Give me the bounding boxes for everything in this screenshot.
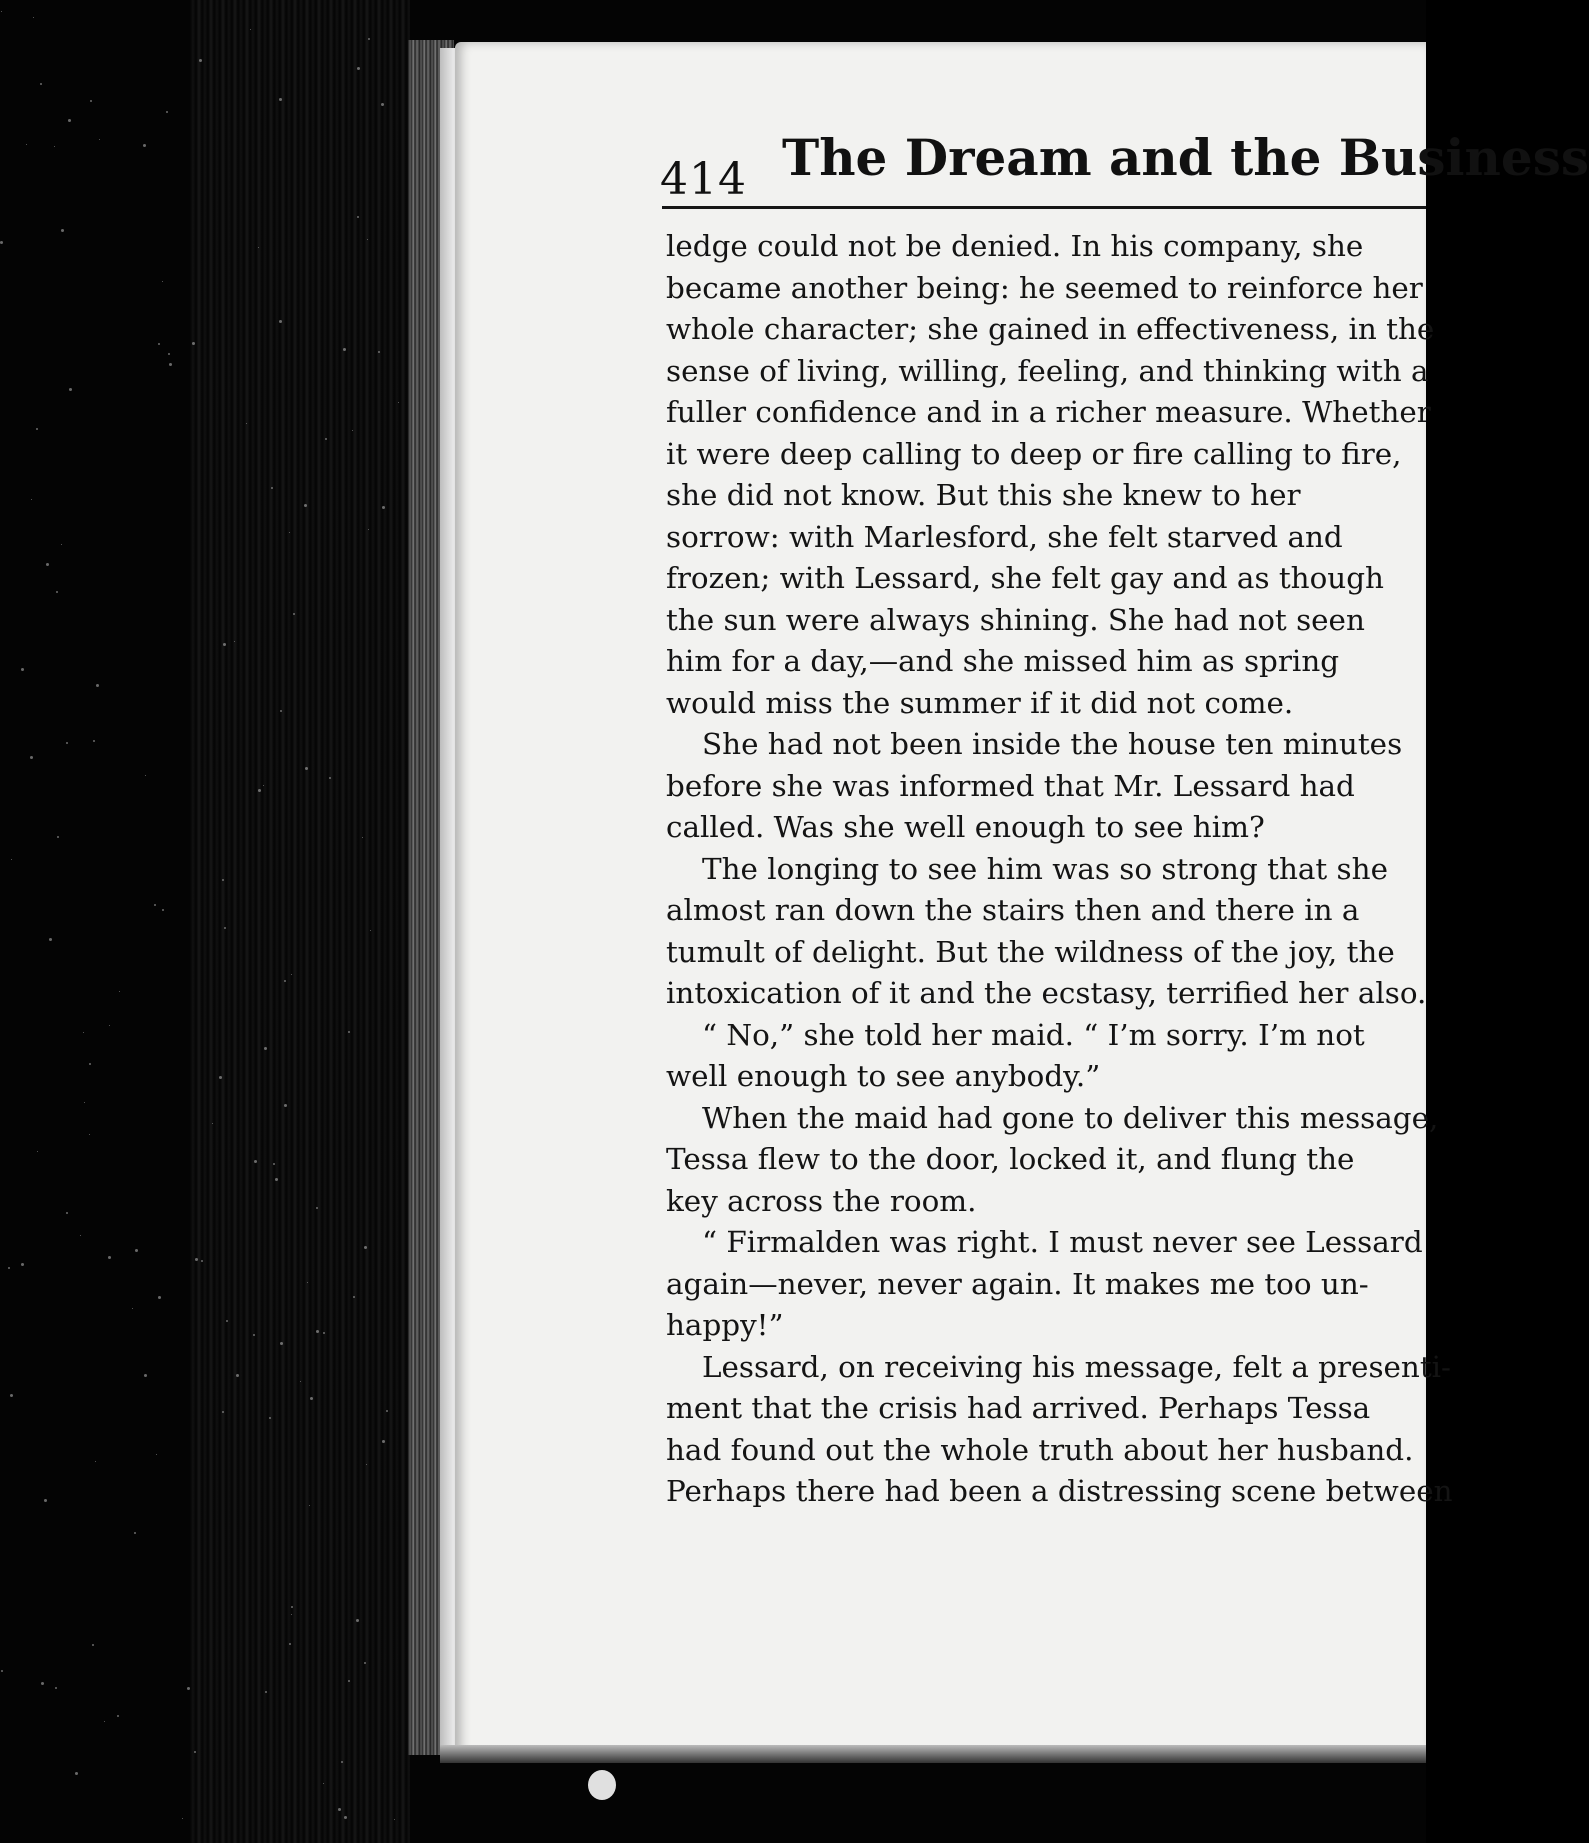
speck — [269, 1417, 271, 1419]
speck — [338, 1808, 341, 1811]
speck — [329, 777, 331, 779]
speck — [310, 1397, 313, 1400]
speck — [382, 506, 385, 509]
speck — [33, 17, 34, 18]
speck — [307, 1282, 308, 1283]
text-line: sorrow: with Marlesford, she felt starved and — [666, 519, 1343, 554]
speck — [382, 1440, 385, 1443]
speck — [31, 499, 32, 500]
speck — [108, 1256, 111, 1259]
speck — [1, 1670, 3, 1672]
text-line: became another being: he seemed to reinforce her — [666, 270, 1423, 305]
speck — [21, 668, 24, 671]
speck — [316, 1330, 319, 1333]
speck — [367, 239, 368, 240]
speck — [212, 1123, 213, 1124]
page-bottom-edge — [440, 1745, 1426, 1763]
text-line: “ Firmalden was right. I must never see Lessard — [702, 1225, 1423, 1259]
speck — [357, 67, 360, 70]
text-line: sense of living, willing, feeling, and thinking with a — [666, 353, 1429, 388]
speck — [75, 1772, 78, 1775]
speck — [325, 438, 327, 440]
text-line: intoxication of it and the ecstasy, terrified her also. — [666, 976, 1427, 1010]
speck — [362, 837, 363, 838]
speck — [109, 1025, 110, 1026]
speck — [364, 1246, 367, 1249]
speck — [93, 740, 95, 742]
speck — [279, 320, 282, 323]
speck — [145, 775, 146, 776]
speck — [134, 1532, 136, 1534]
speck — [68, 119, 71, 122]
speck — [279, 98, 282, 101]
text-line: She had not been inside the house ten minutes — [702, 727, 1403, 761]
speck — [223, 643, 226, 646]
speck — [154, 904, 156, 906]
speck — [92, 1644, 94, 1646]
speck — [284, 1104, 287, 1107]
text-line: When the maid had gone to deliver this message, — [702, 1100, 1439, 1135]
speck — [370, 930, 371, 931]
speck — [95, 1461, 96, 1462]
speck — [291, 1606, 293, 1608]
text-line: again—never, never again. It makes me too un- — [666, 1266, 1369, 1301]
speck — [280, 710, 282, 712]
speck — [99, 139, 100, 140]
speck — [192, 342, 195, 345]
speck — [352, 430, 353, 431]
text-line: she did not know. But this she knew to her — [666, 478, 1301, 512]
speck — [254, 1160, 257, 1163]
speck — [10, 1394, 13, 1397]
speck — [316, 1207, 318, 1209]
text-line: key across the room. — [666, 1183, 977, 1218]
speck — [300, 1381, 301, 1382]
speck — [21, 1263, 24, 1266]
speck — [44, 1499, 47, 1502]
text-line: him for a day,—and she missed him as spring — [666, 644, 1340, 678]
speck — [26, 144, 27, 145]
speck — [378, 351, 380, 353]
speck — [368, 38, 370, 40]
speck — [222, 879, 224, 881]
speck — [258, 789, 261, 792]
speck — [348, 1680, 350, 1682]
speck — [89, 1134, 90, 1135]
text-line: The longing to see him was so strong that she — [702, 851, 1388, 886]
speck — [291, 1614, 292, 1615]
speck — [57, 836, 59, 838]
speck — [201, 1260, 203, 1262]
text-line: fuller confidence and in a richer measure. Whether — [666, 395, 1431, 429]
speck — [135, 1249, 138, 1252]
speck — [394, 1819, 395, 1820]
speck — [271, 487, 273, 489]
speck — [49, 938, 52, 941]
speck — [90, 100, 92, 102]
speck — [250, 29, 251, 30]
text-line: well enough to see anybody.” — [666, 1059, 1101, 1093]
speck — [11, 859, 12, 860]
speck — [343, 348, 346, 351]
speck — [291, 974, 292, 975]
speck — [304, 504, 307, 507]
speck — [236, 1374, 239, 1377]
speck — [83, 1032, 84, 1033]
text-line: frozen; with Lessard, she felt gay and as though — [666, 561, 1384, 595]
speck — [30, 756, 33, 759]
speck — [119, 991, 120, 992]
speck — [199, 59, 202, 62]
speck — [386, 1410, 388, 1412]
speck — [265, 1691, 267, 1693]
scan-blemish — [588, 1770, 616, 1800]
speck — [40, 83, 42, 85]
text-line: Lessard, on receiving his message, felt a presenti- — [702, 1349, 1451, 1384]
speck — [275, 1178, 278, 1181]
text-line: Tessa flew to the door, locked it, and flung the — [666, 1142, 1355, 1176]
text-line: it were deep calling to deep or fire calling to fire, — [666, 436, 1402, 471]
speck — [258, 247, 259, 248]
speck — [169, 363, 172, 366]
speck — [61, 544, 62, 545]
speck — [117, 1715, 119, 1717]
speck — [195, 1258, 198, 1261]
speck — [263, 785, 264, 786]
speck — [341, 1761, 343, 1763]
speck — [289, 1643, 291, 1645]
speck — [323, 1783, 324, 1784]
speck — [305, 767, 308, 770]
speck — [280, 1342, 283, 1345]
speck — [84, 1102, 85, 1103]
speck — [357, 216, 359, 218]
text-line: almost ran down the stairs then and there in a — [666, 893, 1360, 927]
speck — [156, 1454, 157, 1455]
speck — [54, 146, 55, 147]
speck — [80, 1235, 81, 1236]
text-line: would miss the summer if it did not come. — [666, 685, 1294, 720]
speck — [41, 1682, 44, 1685]
speck — [226, 1320, 228, 1322]
text-line: before she was informed that Mr. Lessard had — [666, 768, 1355, 803]
speck — [344, 1816, 347, 1819]
text-line: the sun were always shining. She had not seen — [666, 602, 1365, 637]
speck — [158, 1296, 161, 1299]
speck — [56, 591, 58, 593]
book-edge-texture — [190, 0, 410, 1843]
speck — [166, 111, 168, 113]
speck — [219, 1076, 222, 1079]
speck — [234, 641, 235, 642]
speck — [284, 980, 286, 982]
speck — [222, 1411, 224, 1413]
speck — [368, 529, 369, 530]
speck — [168, 353, 170, 355]
speck — [104, 1721, 105, 1722]
speck — [162, 909, 164, 911]
speck — [264, 1047, 267, 1050]
speck — [144, 1374, 147, 1377]
speck — [348, 1031, 350, 1033]
text-line: called. Was she well enough to see him? — [666, 810, 1265, 844]
speck — [366, 1464, 367, 1465]
body-text — [666, 226, 1453, 1566]
speck — [61, 229, 64, 232]
speck — [66, 1212, 68, 1214]
speck — [323, 1332, 325, 1334]
running-head — [660, 128, 1589, 212]
speck — [37, 1151, 38, 1152]
speck — [46, 563, 49, 566]
text-line: had found out the whole truth about her husband. — [666, 1432, 1414, 1467]
speck — [182, 1818, 183, 1819]
speck — [8, 1267, 10, 1269]
speck — [69, 388, 72, 391]
text-line: ment that the crisis had arrived. Perhaps Tessa — [666, 1391, 1371, 1425]
speck — [187, 1687, 190, 1690]
text-line: ledge could not be denied. In his company, she — [666, 229, 1364, 263]
speck — [194, 1751, 196, 1753]
speck — [0, 241, 3, 244]
speck — [293, 613, 295, 615]
speck — [309, 1505, 310, 1506]
text-line: tumult of delight. But the wildness of the joy, the — [666, 934, 1395, 969]
text-line: “ No,” she told her maid. “ I’m sorry. I’m not — [702, 1017, 1365, 1052]
speck — [66, 742, 68, 744]
speck — [1, 11, 2, 12]
speck — [356, 1619, 359, 1622]
running-title: The Dream and the Business — [782, 128, 1589, 187]
speck — [89, 1063, 91, 1065]
speck — [273, 1163, 275, 1165]
page-number: 414 — [660, 154, 747, 205]
text-line: whole character; she gained in effectiveness, in the — [666, 312, 1435, 346]
speck — [36, 428, 38, 430]
speck — [364, 1662, 366, 1664]
speck — [158, 343, 160, 345]
speck — [398, 402, 399, 403]
speck — [381, 103, 384, 106]
speck — [55, 1687, 57, 1689]
speck — [224, 927, 226, 929]
speck — [246, 423, 247, 424]
speck — [162, 281, 163, 282]
text-line: happy!” — [666, 1308, 784, 1342]
header-rule — [662, 206, 1426, 209]
text-line: Perhaps there had been a distressing scene between — [666, 1474, 1453, 1508]
speck — [353, 1296, 355, 1298]
speck — [143, 144, 146, 147]
speck — [253, 1334, 255, 1336]
speck — [132, 1308, 133, 1309]
speck — [96, 684, 99, 687]
speck — [289, 532, 290, 533]
